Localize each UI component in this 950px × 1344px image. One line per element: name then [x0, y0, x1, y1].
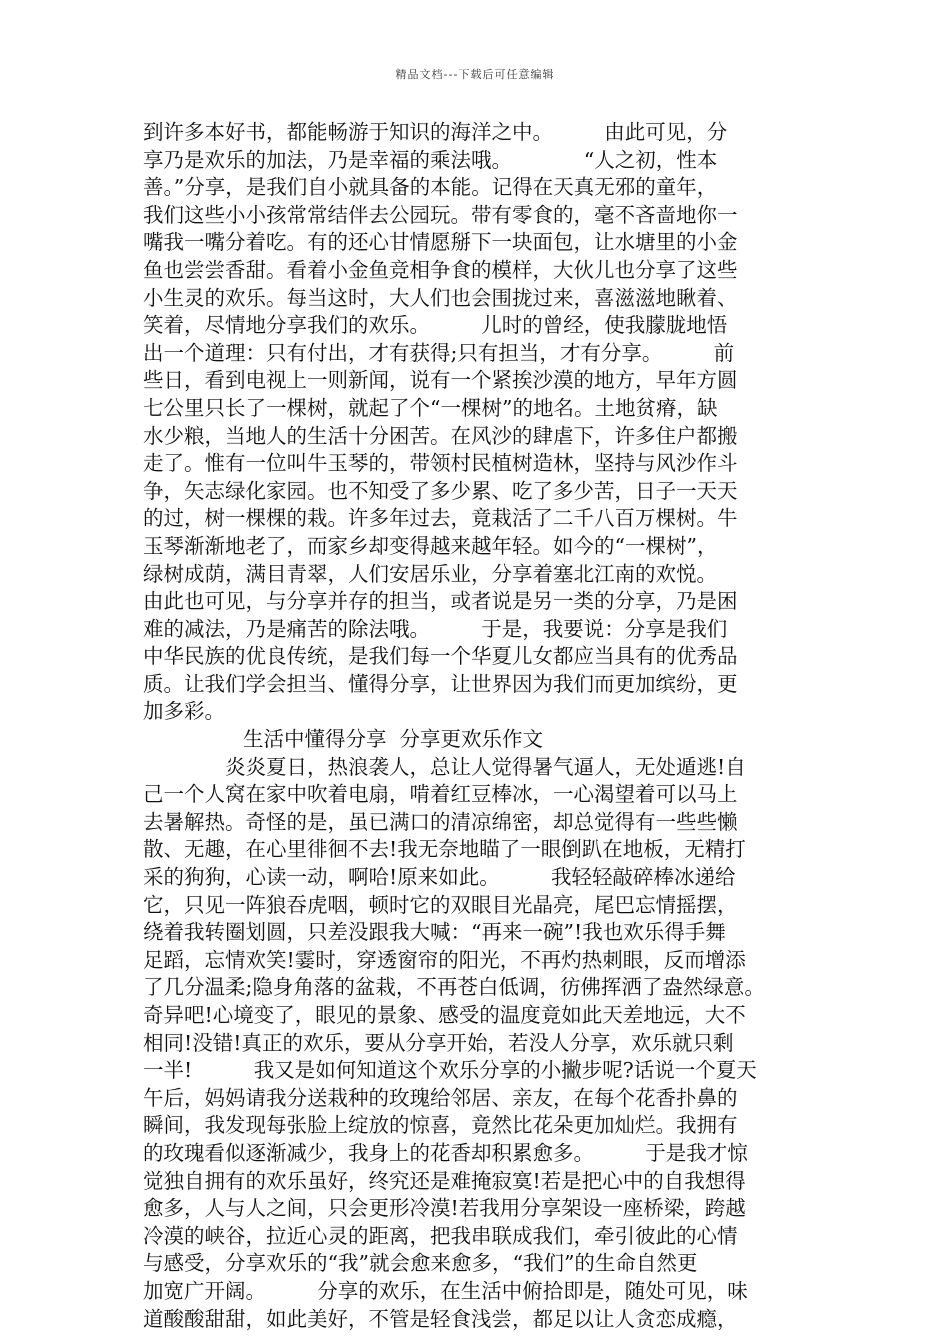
text-line: 与感受，分享欢乐的“我”就会愈来愈多，“我们”的生命自然更	[143, 1251, 698, 1276]
essay-body	[143, 119, 819, 1333]
text-line: 采的狗狗，心读一动，啊哈!原来如此。 我轻轻敲碎棒冰递给	[143, 865, 736, 890]
text-line: 去暑解热。奇怪的是，虽已满口的清凉绵密，却总觉得有一些些懒	[143, 809, 738, 834]
text-line: 中华民族的优良传统，是我们每一个华夏儿女都应当具有的优秀品	[143, 644, 738, 669]
text-line: 的过，树一棵棵的栽。许多年过去，竟栽活了二千八百万棵树。牛	[143, 506, 738, 531]
text-line: 嘴我一嘴分着吃。有的还心甘情愿掰下一块面包，让水塘里的小金	[143, 230, 738, 255]
text-line: 质。让我们学会担当、懂得分享，让世界因为我们而更加缤纷，更	[143, 671, 738, 696]
text-line: 瞬间，我发现每张脸上绽放的惊喜，竟然比花朵更加灿烂。我拥有	[143, 1113, 738, 1138]
text-line: 水少粮，当地人的生活十分困苦。在风沙的肆虐下，许多住户都搬	[143, 423, 738, 448]
text-line: 争，矢志绿化家园。也不知受了多少累、吃了多少苦，日子一天天	[143, 478, 738, 503]
text-line: 到许多本好书，都能畅游于知识的海洋之中。 由此可见，分	[143, 120, 728, 144]
essay-title: 生活中懂得分享 分享更欢乐作文	[243, 727, 544, 752]
text-line: 出一个道理：只有付出，才有获得;只有担当，才有分享。 前	[143, 340, 735, 365]
text-line: 难的减法，乃是痛苦的除法哦。 于是，我要说：分享是我们	[143, 616, 728, 641]
text-line: 它，只见一阵狼吞虎咽，顿时它的双眼目光晶亮，尾巴忘情摇摆，	[143, 892, 738, 917]
page-header: 精品文档---下载后可任意编辑	[395, 68, 555, 81]
text-line: 些日，看到电视上一则新闻，说有一个紧挨沙漠的地方，早年方圆	[143, 368, 738, 393]
text-line: 走了。惟有一位叫牛玉琴的，带领村民植树造林，坚持与风沙作斗	[143, 451, 738, 476]
text-line: 午后，妈妈请我分送栽种的玫瑰给邻居、亲友，在每个花香扑鼻的	[143, 1085, 738, 1110]
text-line: 冷漠的峡谷，拉近心灵的距离，把我串联成我们，牵引彼此的心情	[143, 1223, 738, 1248]
text-line: 由此也可见，与分享并存的担当，或者说是另一类的分享，乃是困	[143, 589, 738, 614]
text-line: 玉琴渐渐地老了，而家乡却变得越来越年轻。如今的“一棵树”，	[143, 533, 718, 558]
text-line: 我们这些小小孩常常结伴去公园玩。带有零食的，毫不吝啬地你一	[143, 202, 738, 227]
text-line: 愈多，人与人之间，只会更形冷漠!若我用分享架设一座桥梁，跨越	[143, 1196, 746, 1221]
text-line: 绕着我转圈划圆，只差没跟我大喊：“再来一碗”!我也欢乐得手舞	[143, 920, 726, 945]
text-line: 散、无趣，在心里徘徊不去!我无奈地瞄了一眼倒趴在地板，无精打	[143, 837, 746, 862]
text-line: 加宽广开阔。 分享的欢乐，在生活中俯拾即是，随处可见，味	[143, 1278, 748, 1303]
text-line: 加多彩。	[143, 699, 225, 724]
text-line: 七公里只长了一棵树，就起了个“一棵树”的地名。土地贫瘠，缺	[143, 395, 718, 420]
text-line: 觉独自拥有的欢乐虽好，终究还是难掩寂寞!若是把心中的自我想得	[143, 1168, 746, 1193]
text-line: 鱼也尝尝香甜。看着小金鱼竞相争食的模样，大伙儿也分享了这些	[143, 257, 738, 282]
text-line: 享乃是欢乐的加法，乃是幸福的乘法哦。 “人之初，性本	[143, 147, 718, 172]
text-line: 善。”分享，是我们自小就具备的本能。记得在天真无邪的童年，	[143, 175, 718, 200]
text-line: 小生灵的欢乐。每当这时，大人们也会围拢过来，喜滋滋地瞅着、	[143, 285, 738, 310]
text-line: 奇异吧!心境变了，眼见的景象、感受的温度竟如此天差地远，大不	[143, 1003, 746, 1027]
text-line: 相同!没错!真正的欢乐，要从分享开始，若没人分享，欢乐就只剩	[143, 1030, 734, 1055]
text-line: 己一个人窝在家中吹着电扇，啃着红豆棒冰，一心渴望着可以马上	[143, 782, 738, 807]
text-line: 足蹈，忘情欢笑!霎时，穿透窗帘的阳光，不再灼热刺眼，反而增添	[143, 947, 746, 972]
text-line: 一半! 我又是如何知道这个欢乐分享的小撇步呢?话说一个夏天	[143, 1058, 757, 1083]
text-line: 绿树成荫，满目青翠，人们安居乐业，分享着塞北江南的欢悦。	[143, 561, 717, 586]
text-line: 笑着，尽情地分享我们的欢乐。 儿时的曾经，使我朦胧地悟	[143, 313, 728, 338]
text-line: 道酸酸甜甜，如此美好，不管是轻食浅尝，都足以让人贪恋成瘾，	[143, 1306, 738, 1331]
text-line: 的玫瑰看似逐渐减少，我身上的花香却积累愈多。 于是我才惊	[143, 1140, 748, 1165]
text-line: 炎炎夏日，热浪袭人，总让人觉得暑气逼人，无处遁逃!自	[143, 754, 746, 779]
text-line: 了几分温柔;隐身角落的盆栽，不再苍白低调，彷佛挥洒了盎然绿意。	[143, 975, 765, 1000]
